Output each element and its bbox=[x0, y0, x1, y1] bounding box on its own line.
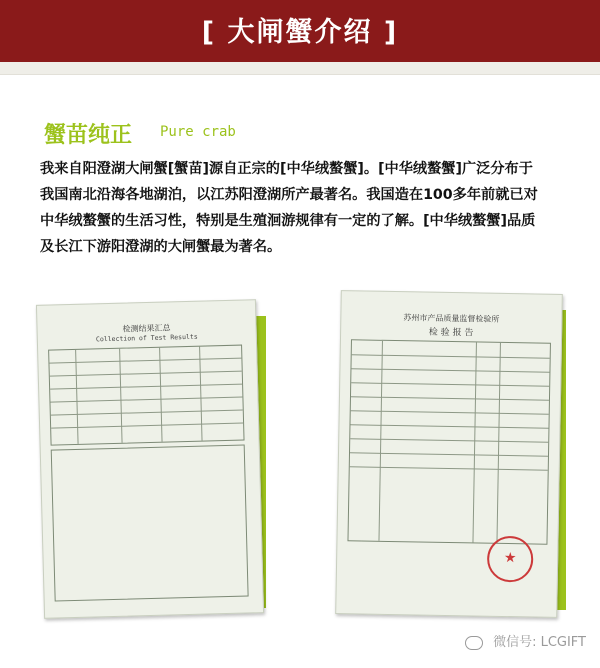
report-table bbox=[347, 339, 550, 544]
results-table bbox=[48, 345, 244, 446]
document-subtitle: Collection of Test Results bbox=[95, 332, 198, 344]
document-title: 检 验 报 告 bbox=[428, 327, 474, 339]
document-title: 检测结果汇总 bbox=[122, 323, 171, 334]
paragraph-line: 及长江下游阳澄湖的大闸蟹最为著名。 bbox=[40, 239, 282, 255]
paragraph-line: 我国南北沿海各地湖泊，以江苏阳澄湖所产最著名。我国造在100多年前就已对 bbox=[40, 187, 538, 203]
intro-paragraph bbox=[40, 156, 576, 260]
section-subtitle: Pure crab bbox=[160, 124, 236, 140]
results-box bbox=[51, 445, 249, 602]
official-stamp: ★ bbox=[487, 536, 534, 583]
header-title: [ 大闸蟹介绍 ] bbox=[201, 17, 399, 48]
paragraph-line: 中华绒螯蟹的生活习性，特别是生殖洄游规律有一定的了解。[中华绒螯蟹]品质 bbox=[40, 213, 536, 229]
wechat-id: 微信号: LCGIFT bbox=[493, 635, 586, 650]
issuing-organization: 苏州市产品质量监督检验所 bbox=[403, 313, 500, 324]
right-certificate bbox=[328, 292, 568, 624]
header-band bbox=[0, 62, 600, 75]
wechat-footer bbox=[465, 631, 586, 650]
left-certificate bbox=[34, 302, 274, 620]
section-title: 蟹苗纯正 bbox=[44, 123, 133, 148]
wechat-icon bbox=[465, 636, 483, 650]
test-results-document bbox=[36, 299, 264, 619]
inspection-report-document bbox=[335, 290, 563, 618]
paragraph-line: 我来自阳澄湖大闸蟹[蟹苗]源自正宗的[中华绒螯蟹]。[中华绒螯蟹]广泛分布于 bbox=[40, 161, 533, 177]
